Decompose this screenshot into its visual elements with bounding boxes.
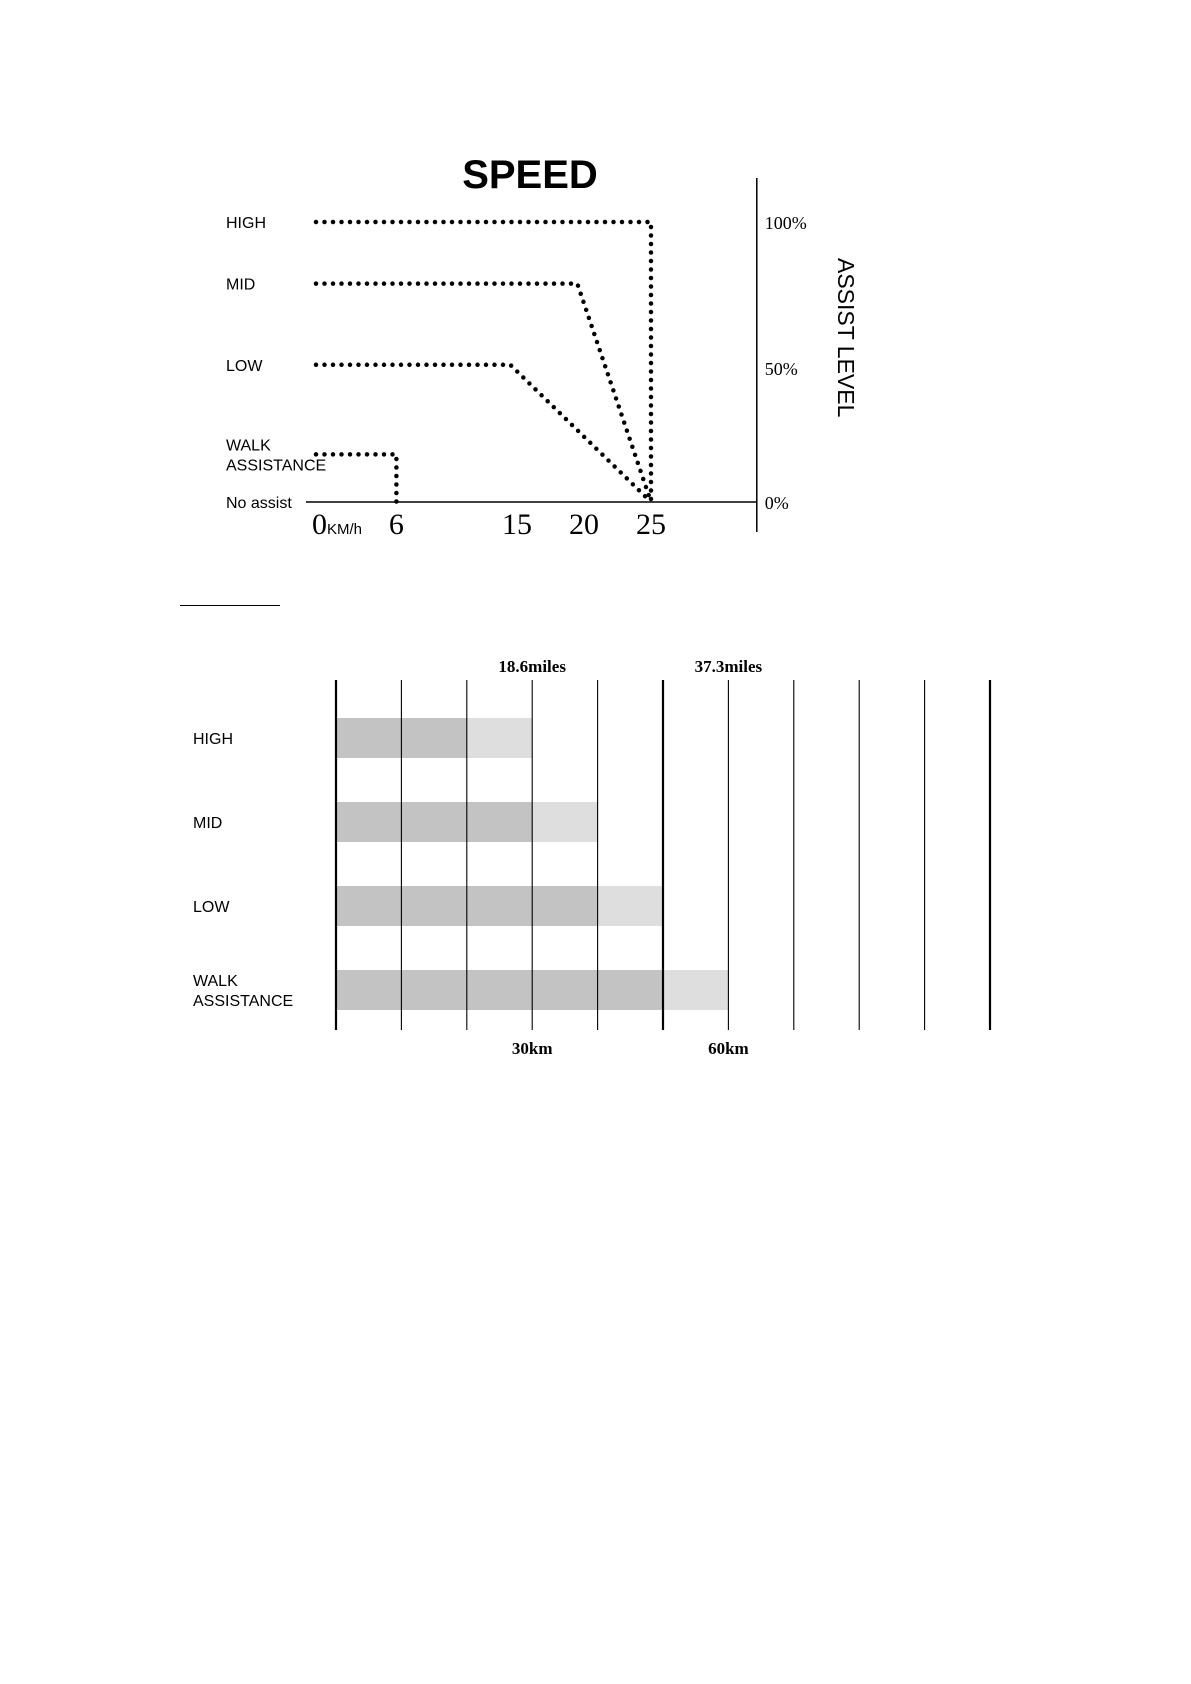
x-tick-label-25: 25 — [636, 508, 666, 541]
bar-extended-walk-assistance — [663, 970, 728, 1010]
x-tick-label-6: 6 — [388, 508, 404, 541]
bottom-label-60km: 60km — [708, 1039, 749, 1058]
series-label-mid: MID — [226, 276, 256, 294]
chart-title: SPEED — [462, 153, 598, 197]
bar-min-mid — [336, 802, 532, 842]
speed-assist-chart — [0, 0, 1191, 600]
category-label-low: LOW — [193, 899, 230, 916]
x-tick-label-15: 15 — [502, 508, 532, 541]
bottom-label-30km: 30km — [511, 1039, 553, 1058]
series-line-walk-assistance — [316, 454, 396, 502]
y-tick-label-50: 50% — [764, 359, 798, 379]
baseline-label: No assist — [226, 495, 292, 512]
series-label-walk-assistance: WALK ASSISTANCE — [226, 437, 327, 475]
series-line-low — [316, 365, 651, 502]
y-tick-label-100: 100% — [764, 213, 807, 233]
series-label-low: LOW — [226, 357, 263, 375]
category-label-walk-assistance: WALK ASSISTANCE — [193, 973, 294, 1010]
range-chart — [0, 640, 1191, 1080]
x-tick-label-0: 0KM/h — [312, 508, 363, 541]
bar-extended-low — [598, 886, 663, 926]
y-axis-label: ASSIST LEVEL — [833, 258, 859, 418]
bar-extended-high — [467, 718, 532, 758]
series-line-high — [316, 222, 651, 502]
y-tick-label-0: 0% — [764, 493, 789, 513]
bar-min-walk-assistance — [336, 970, 663, 1010]
series-label-high: HIGH — [226, 215, 266, 232]
series-line-mid — [316, 284, 651, 502]
x-tick-label-20: 20 — [569, 508, 599, 541]
x-unit-label: KM/h — [327, 521, 363, 538]
divider-line — [180, 605, 280, 606]
bar-extended-mid — [532, 802, 597, 842]
top-label-18-6miles: 18.6miles — [498, 657, 566, 676]
top-label-37-3miles: 37.3miles — [694, 657, 763, 676]
category-label-high: HIGH — [193, 731, 233, 748]
category-label-mid: MID — [193, 815, 223, 832]
